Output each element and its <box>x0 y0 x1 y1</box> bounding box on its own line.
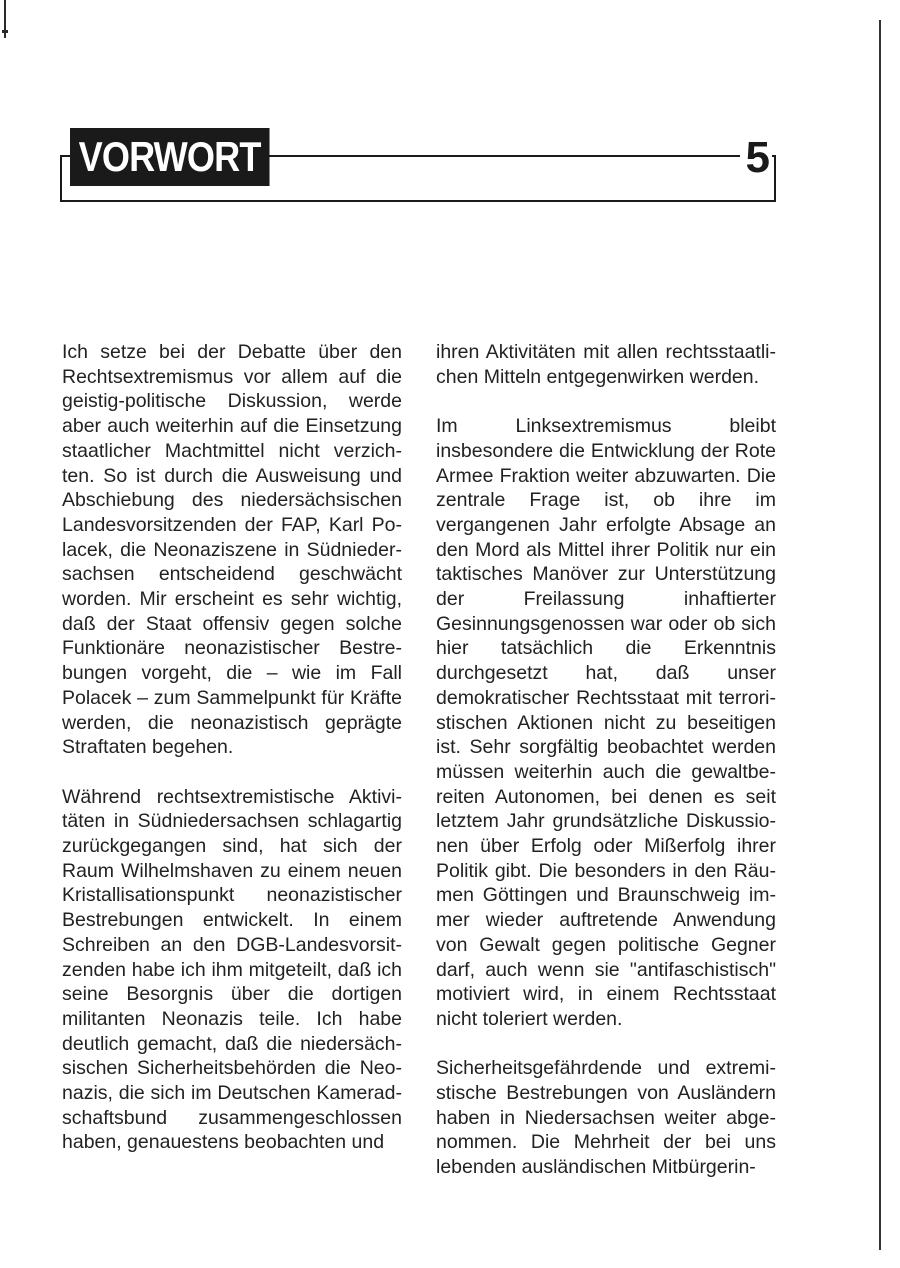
text-column-left <box>62 340 402 1180</box>
paragraph: Ich setze bei der Debatte über den Rechtsextremismus vor allem auf die geistig-politische Diskussion, werde aber auch weiterhin auf die Einsetzung staatlicher Machtmittel nicht verzichten. So ist durch die Ausweisung und Abschiebung des niedersächsischen Landesvorsitzenden der FAP, Karl Polacek, die Neonaziszene in Südniedersachsen entscheidend geschwächt worden. Mir erscheint es sehr wichtig, daß der Staat offensiv gegen solche Funktionäre neonazistischer Bestrebungen vorgeht, die – wie im Fall Polacek – zum Sammelpunkt für Kräfte werden, die neonazistisch geprägte Straftaten begehen. <box>62 341 402 759</box>
paragraph: Sicherheitsgefährdende und extremistische Bestrebungen von Ausländern haben in Niedersachsen weiter abgenommen. Die Mehrheit der bei uns lebenden ausländischen Mitbürgerin- <box>436 1057 776 1179</box>
chapter-title: VORWORT <box>70 128 269 186</box>
scan-edge-mark <box>4 0 6 38</box>
scan-edge-line <box>879 20 881 1250</box>
page-number: 5 <box>740 130 772 186</box>
paragraph: Während rechtsextremistische Aktivitäten in Südniedersachsen schlagartig zurückgegangen sind, hat sich der Raum Wilhelmshaven zu einem neuen Kristallisationspunkt neonazistischer Bestrebungen entwickelt. In einem Schreiben an den DGB-Landesvorsitzenden habe ich ihm mitgeteilt, daß ich seine Besorgnis über die dortigen militanten Neonazis teile. Ich habe deutlich gemacht, daß die niedersächsischen Sicherheitsbehörden die Neonazis, die sich im Deutschen Kameradschaftsbund zusammengeschlossen haben, genauestens beobachten und <box>62 785 402 1154</box>
paragraph: ihren Aktivitäten mit allen rechtsstaatlichen Mitteln entgegenwirken werden. <box>436 341 776 388</box>
text-column-right <box>436 340 776 1205</box>
chapter-header <box>60 128 778 204</box>
paragraph: Im Linksextremismus bleibt insbesondere die Entwicklung der Rote Armee Fraktion weiter abzuwarten. Die zentrale Frage ist, ob ihre im vergangenen Jahr erfolgte Absage an den Mord als Mittel ihrer Politik nur ein taktisches Manöver zur Unterstützung der Freilassung inhaftierter Gesinnungsgenossen war oder ob sich hier tatsächlich die Erkenntnis durchgesetzt hat, daß unser demokratischer Rechtsstaat mit terroristischen Aktionen nicht zu beseitigen ist. Sehr sorgfältig beobachtet werden müssen weiterhin auch die gewaltbereiten Autonomen, bei denen es seit letztem Jahr grundsätzliche Diskussionen über Erfolg oder Mißerfolg ihrer Politik gibt. Die besonders in den Räumen Göttingen und Braunschweig immer wieder auftretende Anwendung von Gewalt gegen politische Gegner darf, auch wenn sie "antifaschistisch" motiviert wird, in einem Rechtsstaat nicht toleriert werden. <box>436 415 776 1030</box>
